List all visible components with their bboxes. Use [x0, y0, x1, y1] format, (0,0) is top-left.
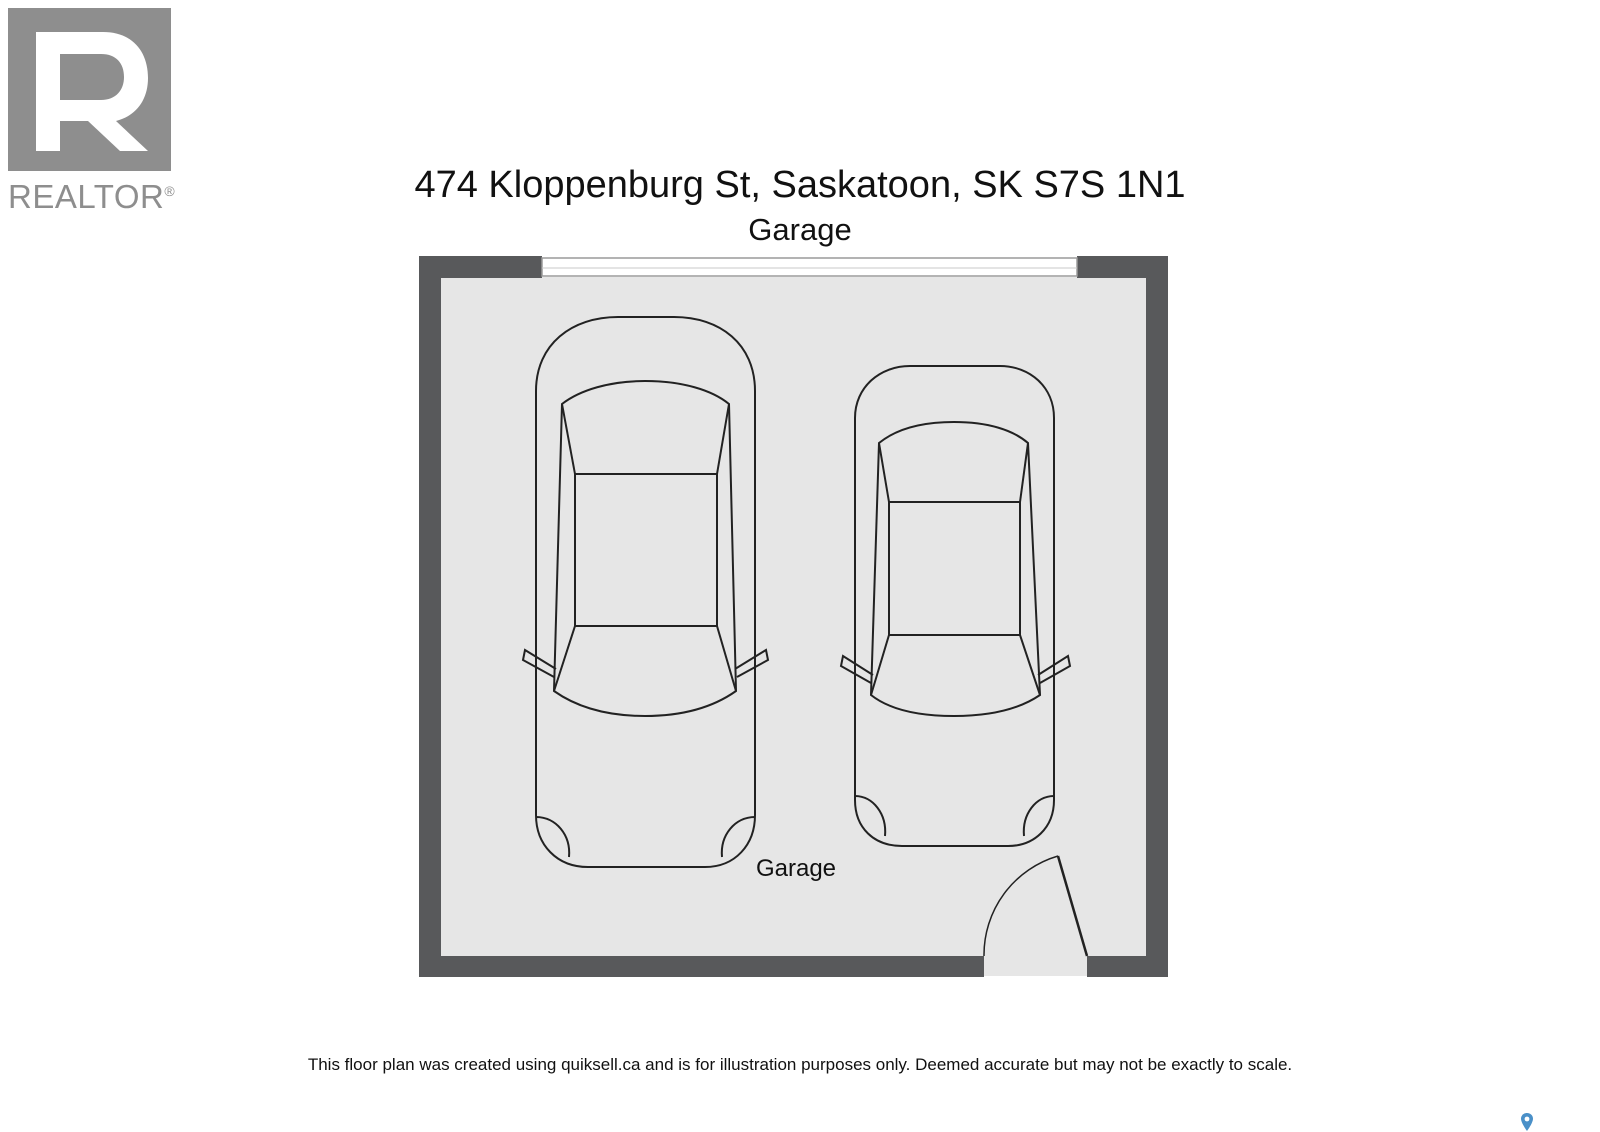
room-label-garage: Garage [755, 855, 837, 882]
property-address: 474 Kloppenburg St, Saskatoon, SK S7S 1N1 [414, 164, 1186, 206]
floor-level-title: Garage [748, 212, 852, 247]
overhead-door [542, 258, 1077, 276]
registered-mark: ® [164, 183, 176, 199]
large-car-icon [523, 317, 768, 867]
small-car-icon [841, 366, 1070, 846]
map-pin-icon [1520, 1112, 1534, 1132]
floor-plan-disclaimer: This floor plan was created using quiksell.ca and is for illustration purposes only. Deemed accurate but may not be exactly to scale. [307, 1055, 1293, 1074]
realtor-wordmark-text: REALTOR [8, 178, 165, 215]
